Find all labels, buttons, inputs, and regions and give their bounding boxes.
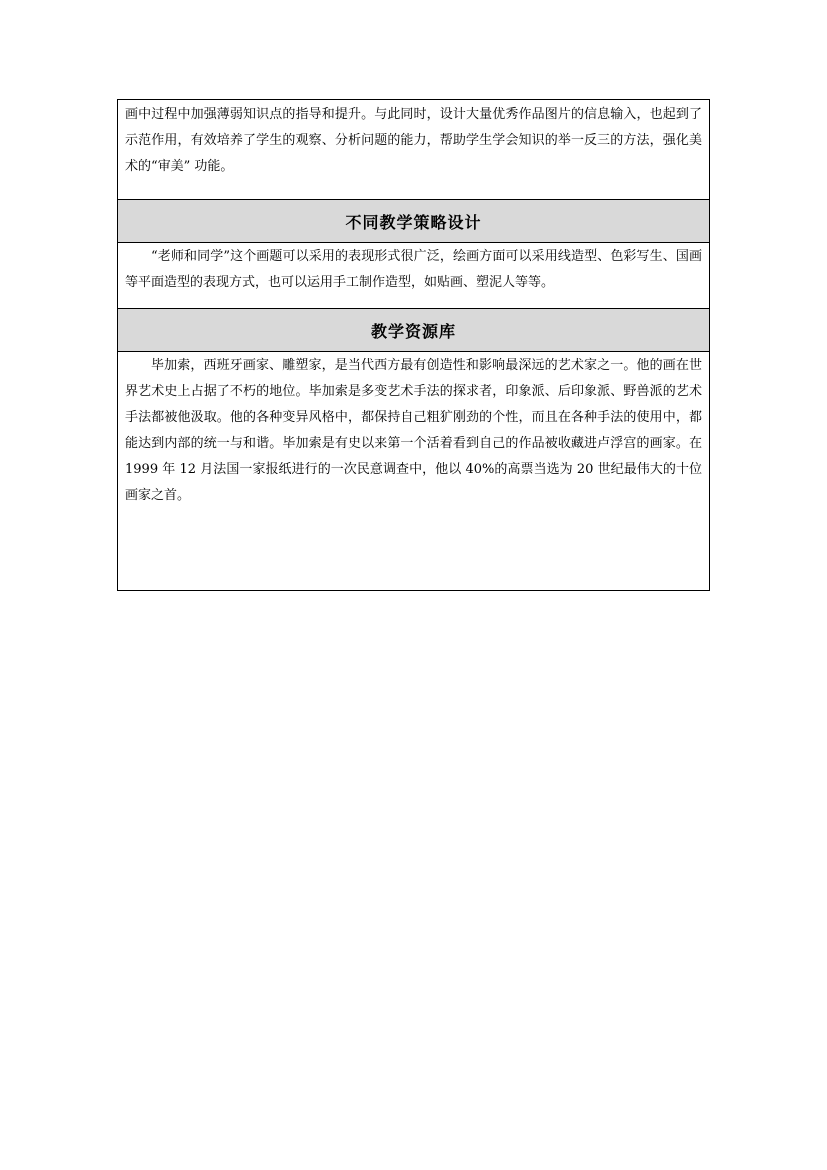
table-row: [118, 100, 710, 200]
table-row: [118, 309, 710, 352]
intro-cell: [118, 100, 710, 200]
section-heading-resources: 教学资源库: [118, 309, 710, 352]
strategy-paragraph: “老师和同学”这个画题可以采用的表现形式很广泛，绘画方面可以采用线造型、色彩写生、国画等平面造型的表现方式，也可以运用手工制作造型，如贴画、塑泥人等等。: [125, 249, 702, 290]
strategy-cell: [118, 243, 710, 309]
resources-paragraph: 毕加索，西班牙画家、雕塑家，是当代西方最有创造性和影响最深远的艺术家之一。他的画在世界艺术史上占据了不朽的地位。毕加索是多变艺术手法的探求者，印象派、后印象派、野兽派的艺术手法都被他汲取。他的各种变异风格中，都保持自己粗犷刚劲的个性，而且在各种手法的使用中，都能达到内部的统一与和谐。毕加索是有史以来第一个活着看到自己的作品被收藏进卢浮宫的画家。在 1999 年 12 月法国一家报纸进行的一次民意调查中，他以 40%的高票当选为 20 世纪最伟大的十位画家之首。: [125, 358, 702, 503]
resources-cell: [118, 352, 710, 591]
table-row: [118, 243, 710, 309]
table-row: [118, 352, 710, 591]
intro-paragraph: 画中过程中加强薄弱知识点的指导和提升。与此同时，设计大量优秀作品图片的信息输入，也起到了示范作用，有效培养了学生的观察、分析问题的能力，帮助学生学会知识的举一反三的方法，强化美术的“审美” 功能。: [125, 107, 702, 174]
table-row: [118, 200, 710, 243]
lesson-plan-table: [117, 99, 710, 591]
section-heading-strategy: 不同教学策略设计: [118, 200, 710, 243]
